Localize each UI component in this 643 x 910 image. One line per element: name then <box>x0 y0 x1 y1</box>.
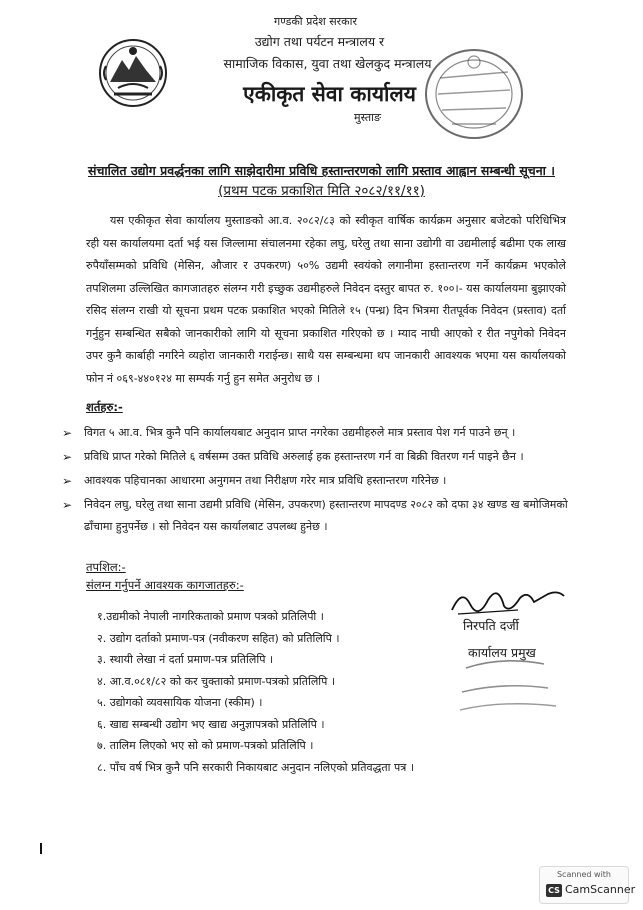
signatory-name: निरपति दर्जी <box>463 618 519 633</box>
list-item: ४. आ.व.०८१/८२ को कर चुक्ताको प्रमाण-पत्रको प्रतिलिपि । <box>97 674 336 688</box>
header-ministry-2: सामाजिक विकास, युवा तथा खेलकुद मन्त्रालय <box>223 56 432 71</box>
documents-list <box>97 606 414 778</box>
list-item: ३. स्थायी लेखा नं दर्ता प्रमाण-पत्र प्रतिलिपि । <box>97 653 274 666</box>
list-item: ➢ प्रविधि प्राप्त गरेको मितिले ६ वर्षसम्म उक्त प्रविधि अरुलाई हक हस्तान्तरण गर्न वा बिक्री वितरण गर्न पाइने छैन । <box>62 446 568 468</box>
details-subheading: संलग्न गर्नुपर्ने आवश्यक कागजातहरु:- <box>86 578 244 592</box>
list-item: ५. उद्योगको व्यवसायिक योजना (स्कीम) । <box>97 696 263 709</box>
scan-mark <box>40 843 42 854</box>
arrow-right-icon: ➢ <box>62 474 73 488</box>
list-item: २. उद्योग दर्ताको प्रमाण-पत्र (नवीकरण सहित) को प्रतिलिपि । <box>97 631 340 645</box>
notice-body: यस एकीकृत सेवा कार्यालय मुस्ताङको आ.व. २०८२/८३ को स्वीकृत वार्षिक कार्यक्रम अनुसार बजेटको परिधिभित्र रही यस कार्यालयमा दर्ता भई यस जिल्लामा संचालनमा रहेका लघु, घरेलु तथा साना उद्योगी वा उद्यमीलाई बढीमा एक लाख रुपैयाँसम्मको प्रविधि (मेसिन, औजार र उपकरण) ५०% उद्यमी स्वयंको लगानीमा हस्तान्तरण गर्ने कार्यक्रम भएकोले तपशिलमा उल्लिखित कागजातहरु संलग्न गरी इच्छुक उद्यमीहरुले निवेदन दस्तुर बापत रु. १००।- यस कार्यालयमा बुझाएको रसिद संलग्न राखी यो सूचना प्रथम पटक प्रकाशित भएको मितिले १५ (पन्ध्र) दिन भित्रमा रीतपूर्वक निवेदन (प्रस्ताव) दर्ता गर्नुहुन सम्बन्धित सबैको जानकारीको लागि यो सूचना प्रकाशित गरिएको छ । म्याद नाघी आएको र रीत नपुगेको निवेदन उपर कुनै कार्बाही नगरिने व्यहोरा जानकारी गराईन्छ। साथै यस सम्बन्धमा थप जानकारी आवश्यक भएमा यस कार्यालयको फोन नं ०६९-४४०१२४ मा सम्पर्क गर्नु हुन समेत अनुरोध छ । <box>86 214 566 385</box>
list-item: ➢ विगत ५ आ.व. भित्र कुनै पनि कार्यालयबाट अनुदान प्राप्त नगरेका उद्यमीहरुले मात्र प्रस्ताव पेश गर्न पाउने छन् । <box>62 422 568 444</box>
header-district: मुस्ताङ <box>354 111 381 124</box>
header-government: गण्डकी प्रदेश सरकार <box>274 15 357 28</box>
list-item: ➢ आवश्यक पहिचानका आधारमा अनुगमन तथा निरीक्षण गरेर मात्र प्रविधि हस्तान्तरण गरिनेछ । <box>62 470 568 492</box>
list-item: ८. पाँच वर्ष भित्र कुनै पनि सरकारी निकायबाट अनुदान नलिएको प्रतिवद्धता पत्र । <box>97 760 415 774</box>
arrow-right-icon: ➢ <box>62 426 73 440</box>
office-stamp-icon <box>418 38 530 150</box>
list-item: ➢ निवेदन लघु, घरेलु तथा साना उद्यमी प्रविधि (मेसिन, उपकरण) हस्तान्तरण मापदण्ड २०८२ को दफा ३४ खण्ड ख बमोजिमको ढाँचामा हुनुपर्नेछ । सो निवेदन यस कार्यालबाट उपलब्ध हुनेछ । <box>62 494 568 538</box>
signature-icon <box>448 580 568 620</box>
notice-publish-date: (प्रथम पटक प्रकाशित मिति २०८२/११/११) <box>218 183 425 199</box>
list-item: ६. खाद्य सम्बन्धी उद्योग भए खाद्य अनुज्ञापत्रको प्रतिलिपि । <box>97 717 325 731</box>
details-heading: तपशिल:- <box>86 560 126 574</box>
header-office-name: एकीकृत सेवा कार्यालय <box>243 82 416 106</box>
badge-name: CamScanner <box>565 883 636 896</box>
notice-title: संचालित उद्योग प्रवर्द्धनका लागि साझेदारीमा प्रविधि हस्तान्तरणको लागि प्रस्ताव आह्वान सम्बन्धी सूचना । <box>88 163 555 178</box>
header-ministry-1: उद्योग तथा पर्यटन मन्त्रालय र <box>254 34 385 49</box>
list-item: ७. तालिम लिएको भए सो को प्रमाण-पत्रको प्रतिलिपि । <box>97 739 314 752</box>
camscanner-logo-icon: CS <box>546 884 562 897</box>
arrow-right-icon: ➢ <box>62 450 73 464</box>
badge-caption: Scanned with <box>556 870 612 879</box>
arrow-right-icon: ➢ <box>62 498 73 512</box>
conditions-heading: शर्तहरु:- <box>86 400 123 414</box>
camscanner-badge <box>539 866 636 904</box>
signature-stamp-icon <box>452 648 570 718</box>
conditions-list <box>62 422 568 538</box>
list-item: १.उद्यमीको नेपाली नागरिकताको प्रमाण पत्रको प्रतिलिपी । <box>97 610 324 623</box>
signatory-role: कार्यालय प्रमुख <box>468 645 536 660</box>
